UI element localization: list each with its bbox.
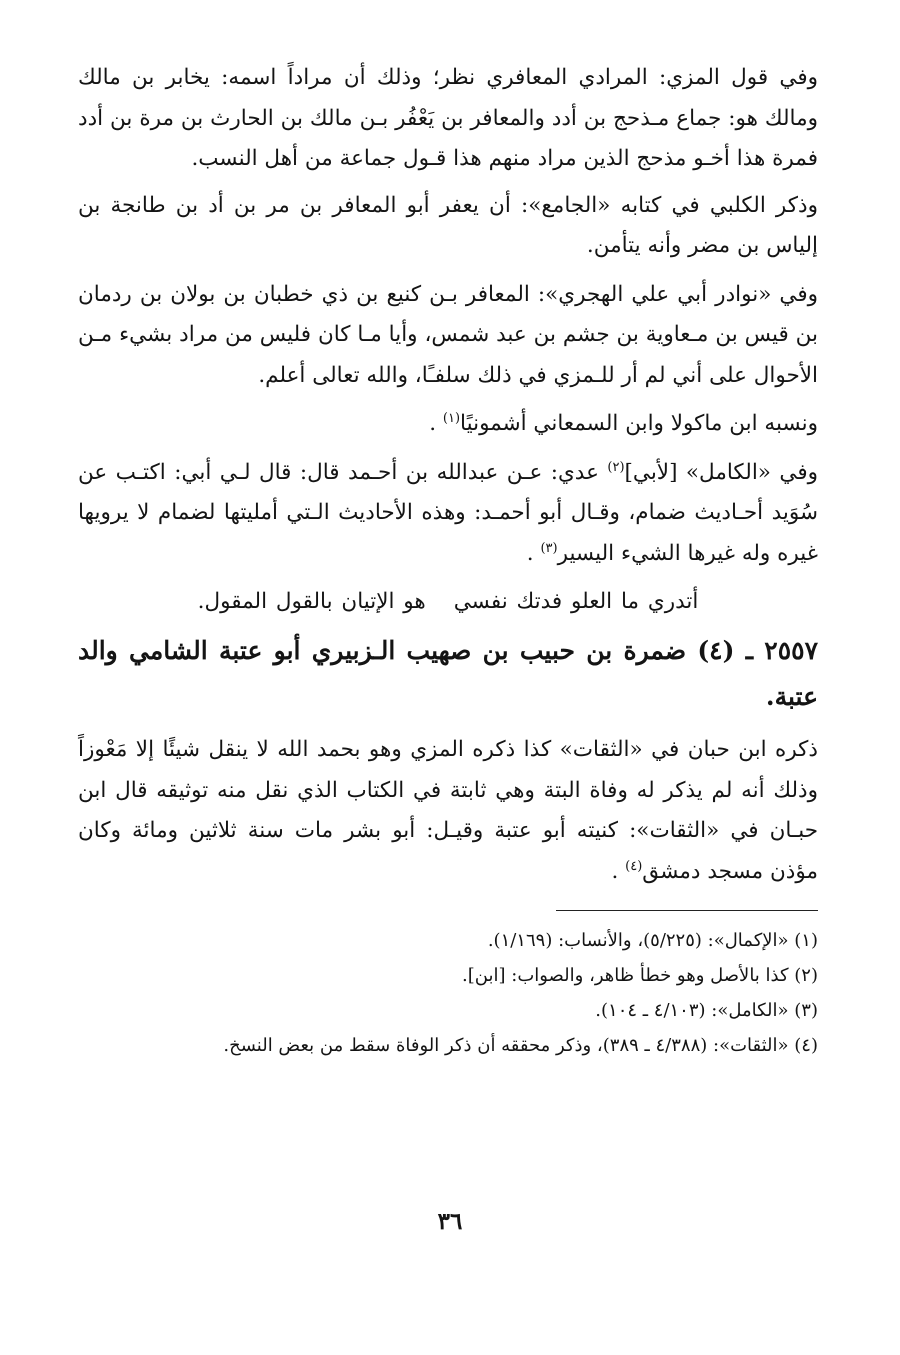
- entry-title: ضمرة بن حبيب بن صهيب الـزبيري أبو عتبة الشامي والد عتبة.: [78, 636, 818, 711]
- footnote-3: (٣) «الكامل»: (٤/١٠٣ ـ ١٠٤).: [595, 1000, 818, 1021]
- paragraph-nisba: [78, 404, 818, 445]
- paragraph-muradi: وفي قول المزي: المرادي المعافري نظر؛ وذلك أن مراداً اسمه: يخابر بن مالك ومالك هو: جماع مـذحج بن أدد والمعافر بن يَعْفُر بـن مالك بن الحارث بن مرة بن أدد فمرة هذا أخـو مذحج الذين مراد منهم هذا قـول جماعة من أهل النسب.: [78, 65, 818, 171]
- nisba-text: ونسبه ابن ماكولا وابن السمعاني أشمونيًا: [460, 411, 818, 436]
- footnote-ref-4: (٤): [625, 858, 643, 874]
- poetry-verse: [78, 582, 818, 622]
- entry-heading: [78, 628, 818, 720]
- entry-number: ٢٥٥٧ ـ (٤): [697, 636, 818, 665]
- footnote-2: (٢) كذا بالأصل وهو خطأ ظاهر، والصواب: [ابن].: [462, 965, 818, 986]
- kamil-part2: عدي: عـن عبدالله بن أحـمد قال: قال لـي أبي: اكتـب عن سُوَيد أحـاديث ضمام، وقـال أبو أحمـد: وهذه الأحاديث الـتي أمليتها لضمام لا يرويها غيره وله غيرها الشيء اليسير: [78, 459, 818, 566]
- footnote-ref-1: (١): [442, 410, 461, 426]
- nisba-end: .: [429, 411, 443, 436]
- footnote-1: (١) «الإكمال»: (٥/٢٢٥)، والأنساب: (١/١٦٩).: [487, 930, 818, 951]
- verse-hemistich-2: هو الإتيان بالقول المقول.: [197, 589, 426, 614]
- footnote-ref-2: (٢): [607, 459, 625, 475]
- kamil-part1: وفي «الكامل» [لأبي]: [624, 459, 818, 485]
- paragraph-hajari: وفي «نوادر أبي علي الهجري»: المعافر بـن كنيع بن ذي خطبان بن بولان بن ردمان بن قيس بن مـعاوية بن جشم بن عبد شمس، وأيا مـا كان فليس من مراد بشيء مـن الأحوال على أني لم أر للـمزي في ذلك سلفـًا، والله تعالى أعلم.: [78, 281, 818, 388]
- footnote-ref-3: (٣): [540, 540, 558, 556]
- page-number: ٣٦: [437, 1208, 463, 1235]
- paragraph-kamil: [78, 453, 818, 575]
- entry-text: ذكره ابن حبان في «الثقات» كذا ذكره المزي وهو بحمد الله لا ينقل شيئًا إلا مَعْوزاً وذلك أنه لم يذكر له وفاة البتة وهي ثابتة في الكتاب الذي نقل منه توثيقه قال ابن حبـان في «الثقات»: كنيته أبو عتبة وقيـل: أبو بشر مات سنة ثلاثين ومائة وكان مؤذن مسجد دمشق: [78, 737, 818, 884]
- verse-hemistich-1: أتدري ما العلو فدتك نفسي: [453, 589, 699, 614]
- footnotes: [78, 923, 818, 1063]
- kamil-end: .: [526, 540, 541, 566]
- entry-end: .: [611, 858, 626, 884]
- paragraph-entry: [78, 730, 818, 892]
- footnote-divider: [556, 910, 818, 911]
- paragraph-kalbi: وذكر الكلبي في كتابه «الجامع»: أن يعفر أبو المعافر بن مر بن أد بن طانجة بن إلياس بن مضر وأنه يتأمن.: [78, 192, 818, 258]
- footnote-4: (٤) «الثقات»: (٤/٣٨٨ ـ ٣٨٩)، وذكر محققه أن ذكر الوفاة سقط من بعض النسخ.: [223, 1035, 818, 1056]
